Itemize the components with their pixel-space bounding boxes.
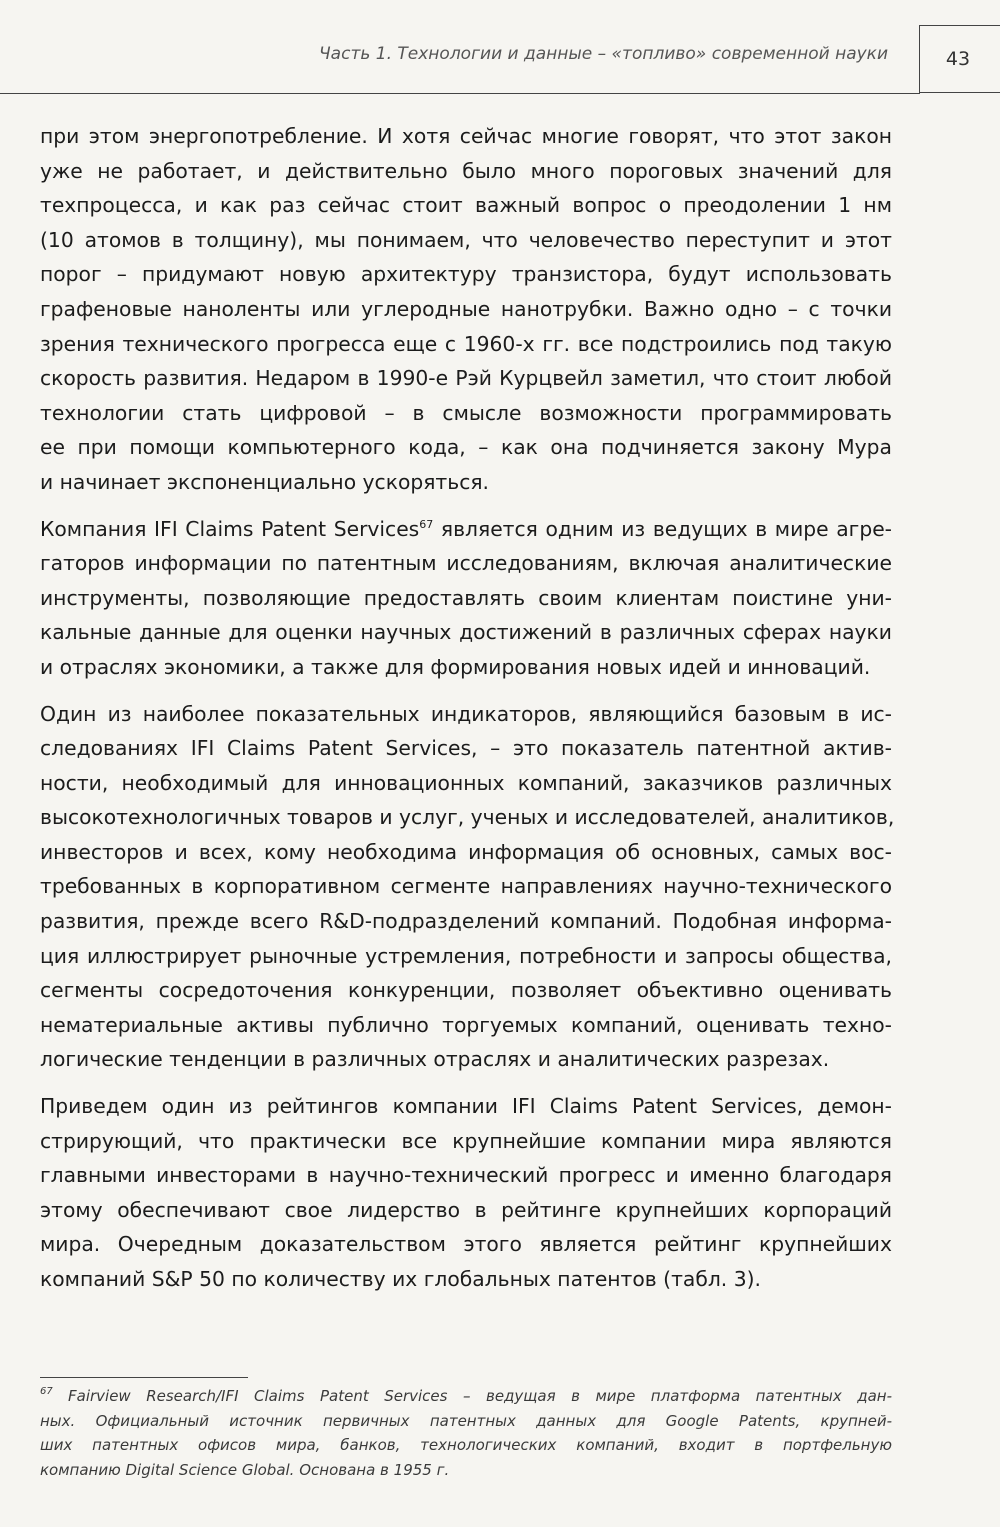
text-line: Приведем один из рейтингов компании IFI Claims Patent Services, демон- <box>40 1094 892 1119</box>
text-line: инструменты, позволяющие предоставлять своим клиентам поистине уни- <box>40 585 892 610</box>
paragraph-1 <box>40 119 892 500</box>
footnote-number: 67 <box>40 1386 53 1397</box>
text-line: логические тенденции в различных отраслях и аналитических разрезах. <box>40 1047 830 1072</box>
footnote-line: компанию Digital Science Global. Основана в 1955 г. <box>40 1460 450 1479</box>
footnote-line: ных. Официальный источник первичных патентных данных для Google Patents, крупней- <box>40 1411 892 1430</box>
paragraph-3 <box>40 697 895 1078</box>
text-line: следованиях IFI Claims Patent Services, – это показатель патентной актив- <box>40 736 892 761</box>
text-line: ция иллюстрирует рыночные устремления, потребности и запросы общества, <box>40 943 892 968</box>
paragraph-4 <box>40 1089 892 1297</box>
text-line: кальные данные для оценки научных достижений в различных сферах науки <box>40 620 892 645</box>
text-line: уже не работает, и действительно было много пороговых значений для <box>40 158 892 183</box>
text-line: технологии стать цифровой – в смысле возможности программировать <box>40 400 892 425</box>
text-line: высокотехнологичных товаров и услуг, ученых и исследователей, аналитиков, <box>40 805 895 830</box>
text-line: (10 атомов в толщину), мы понимаем, что человечество переступит и этот <box>40 227 892 252</box>
footnote-line <box>40 1384 892 1409</box>
footnote <box>40 1384 892 1482</box>
text-line: нематериальные активы публично торгуемых компаний, оценивать техно- <box>40 1012 892 1037</box>
text-line: стрирующий, что практически все крупнейшие компании мира являются <box>40 1128 892 1153</box>
text-line: порог – придумают новую архитектуру транзистора, будут использовать <box>40 262 892 287</box>
text-line: инвесторов и всех, кому необходима информация об основных, самых вос- <box>40 839 892 864</box>
text-line: компаний S&P 50 по количеству их глобальных патентов (табл. 3). <box>40 1267 761 1291</box>
text-line: мира. Очередным доказательством этого является рейтинг крупнейших <box>40 1232 892 1257</box>
text-segment: является одним из ведущих в мире агре- <box>433 516 892 541</box>
text-line: гаторов информации по патентным исследованиям, включая аналитические <box>40 551 892 576</box>
text-line: ее при помощи компьютерного кода, – как она подчиняется закону Мура <box>40 435 892 460</box>
body-text <box>40 119 895 1309</box>
running-header-title: Часть 1. Технологии и данные – «топливо» современной науки <box>319 44 888 64</box>
text-line: техпроцесса, и как раз сейчас стоит важный вопрос о преодолении 1 нм <box>40 193 892 218</box>
text-line: скорость развития. Недаром в 1990-е Рэй Курцвейл заметил, что стоит любой <box>40 366 892 391</box>
footnote-reference[interactable]: 67 <box>419 517 434 531</box>
text-line: сегменты сосредоточения конкуренции, позволяет объективно оценивать <box>40 978 892 1003</box>
text-line: развития, прежде всего R&D-подразделений компаний. Подобная информа- <box>40 909 892 934</box>
text-line: графеновые наноленты или углеродные нанотрубки. Важно одно – с точки <box>40 296 892 321</box>
text-line: и начинает экспоненциально ускоряться. <box>40 469 489 494</box>
text-line: и отраслях экономики, а также для формирования новых идей и инноваций. <box>40 654 871 679</box>
text-line: Один из наиболее показательных индикаторов, являющийся базовым в ис- <box>40 701 892 726</box>
text-line: главными инвесторами в научно-технический прогресс и именно благодаря <box>40 1163 892 1188</box>
text-line: зрения технического прогресса еще с 1960-х гг. все подстроились под такую <box>40 331 892 356</box>
text-line: при этом энергопотребление. И хотя сейчас многие говорят, что этот закон <box>40 124 892 148</box>
text-line: требованных в корпоративном сегменте направлениях научно-технического <box>40 874 892 899</box>
footnote-text: Fairview Research/IFI Claims Patent Services – ведущая в мире платформа патентных дан- <box>68 1387 892 1405</box>
header-rule <box>0 93 920 94</box>
text-line: ности, необходимый для инновационных компаний, заказчиков различных <box>40 770 892 795</box>
text-segment: Компания IFI Claims Patent Services <box>40 516 420 541</box>
paragraph-2 <box>40 512 892 685</box>
text-line <box>40 512 892 547</box>
page-number: 43 <box>945 48 971 70</box>
footnote-rule <box>40 1377 248 1378</box>
text-line: этому обеспечивают свое лидерство в рейтинге крупнейших корпораций <box>40 1197 892 1222</box>
footnote-line: ших патентных офисов мира, банков, технологических компаний, входит в портфельную <box>40 1436 892 1454</box>
